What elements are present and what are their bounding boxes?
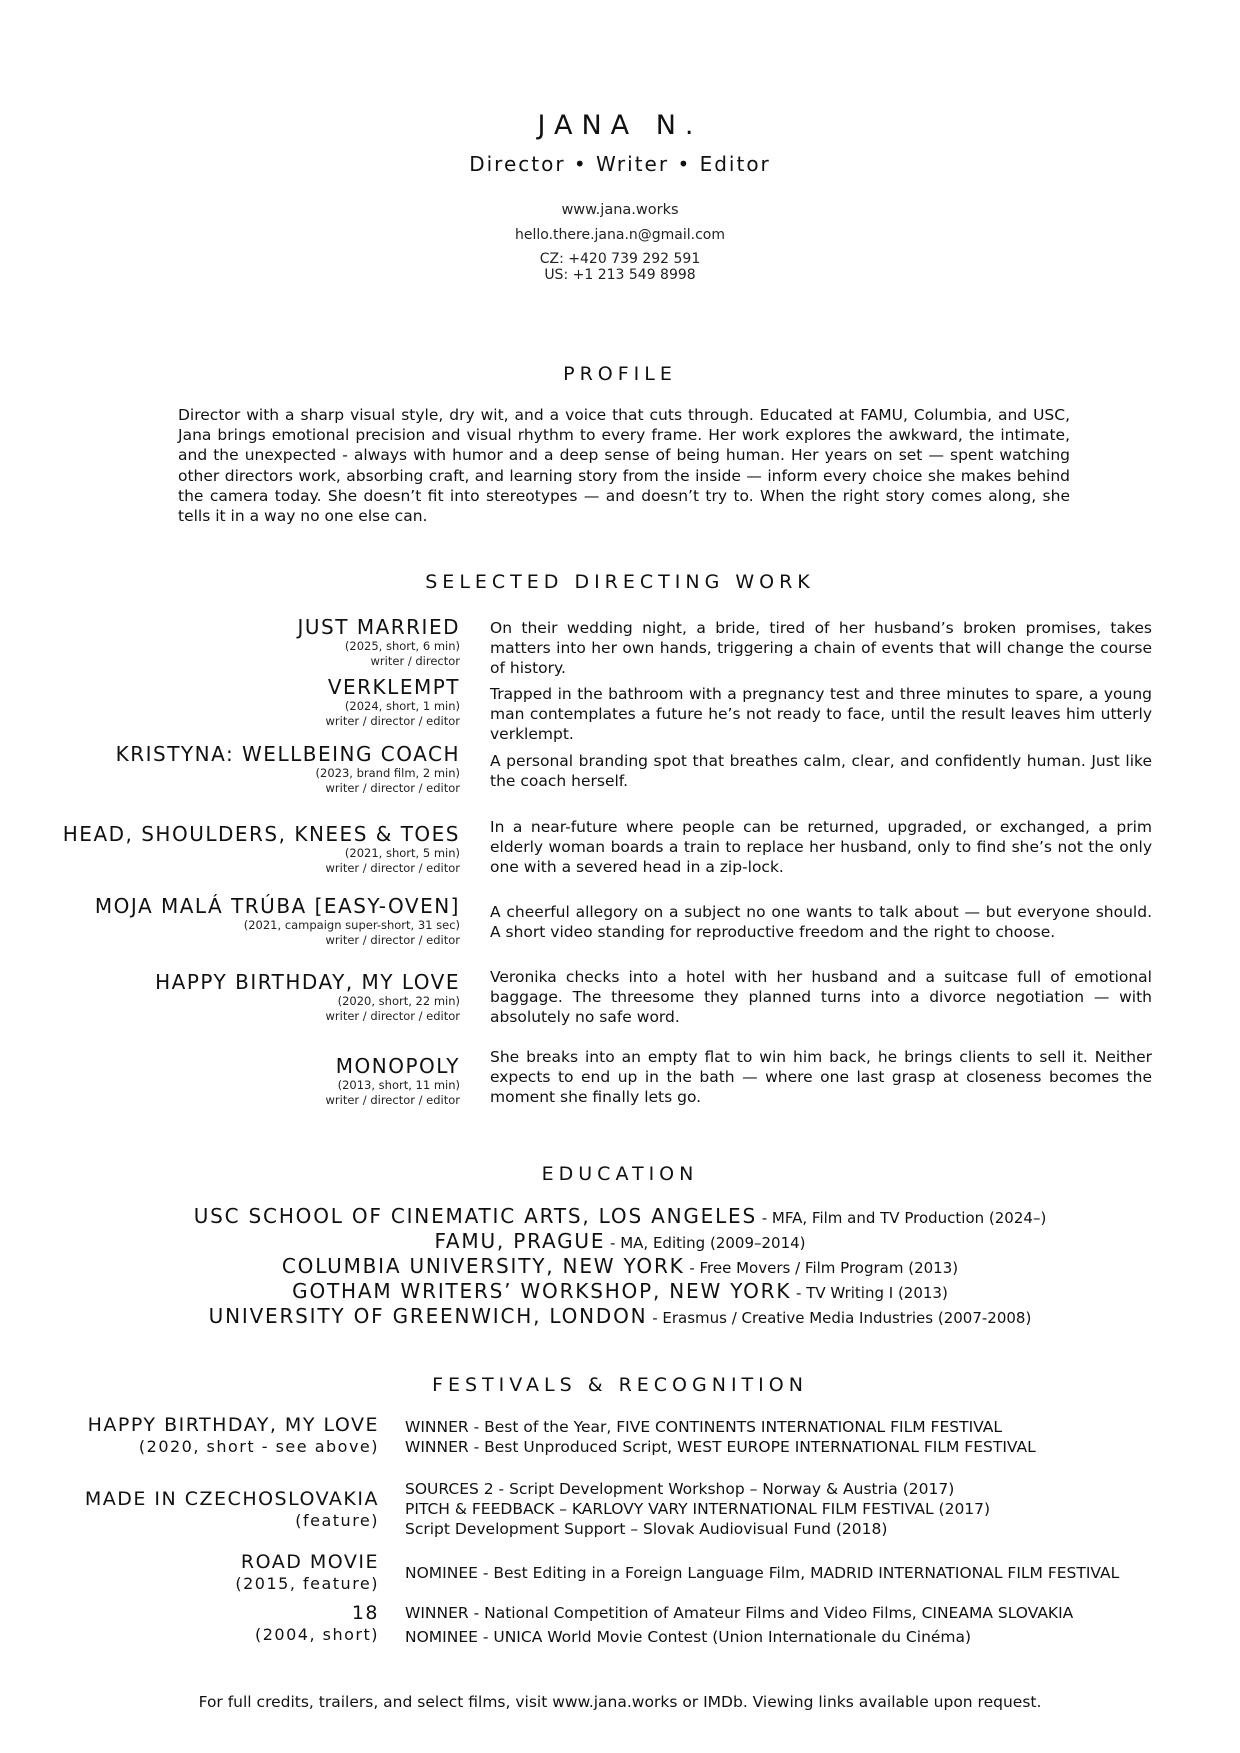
phone-cz: CZ: +420 739 292 591	[539, 251, 701, 267]
work-description: Veronika checks into a hotel with her husband and a suitcase full of emotional baggage. The threesome they planned turns into a divorce negotiation — with absolutely no safe word.	[490, 968, 1152, 1026]
work-meta: (2020, short, 22 min)	[337, 994, 460, 1008]
phone-us: US: +1 213 549 8998	[544, 267, 696, 283]
work-description: On their wedding night, a bride, tired of her husband’s broken promises, takes matters into her own hands, triggering a chain of events that will change the course of history.	[490, 619, 1152, 677]
roles-subtitle: Director • Writer • Editor	[469, 152, 771, 176]
school-name: FAMU, PRAGUE	[434, 1229, 606, 1253]
work-description: Trapped in the bathroom with a pregnancy test and three minutes to spare, a young man contemplates a future he’s not ready to face, until the result leaves him utterly verklempt.	[490, 685, 1152, 743]
website-link[interactable]: www.jana.works	[561, 202, 679, 218]
work-meta: (2021, campaign super-short, 31 sec)	[243, 918, 460, 932]
award-line: NOMINEE - UNICA World Movie Contest (Union Internationale du Cinéma)	[405, 1628, 972, 1646]
award-line: WINNER - National Competition of Amateur Films and Video Films, CINEAMA SLOVAKIA	[405, 1604, 1074, 1622]
degree-detail: - Erasmus / Creative Media Industries (2007-2008)	[647, 1309, 1032, 1327]
award-line: WINNER - Best of the Year, FIVE CONTINENTS INTERNATIONAL FILM FESTIVAL	[405, 1418, 1002, 1436]
work-title: HEAD, SHOULDERS, KNEES & TOES	[62, 822, 460, 846]
work-roles: writer / director	[370, 654, 460, 668]
degree-detail: - Free Movers / Film Program (2013)	[684, 1259, 959, 1277]
work-meta: (2024, short, 1 min)	[344, 699, 460, 713]
festival-film-sub: (2004, short)	[255, 1625, 379, 1644]
work-title: KRISTYNA: WELLBEING COACH	[115, 742, 460, 766]
work-meta: (2023, brand film, 2 min)	[315, 766, 460, 780]
festival-film-title: MADE IN CZECHOSLOVAKIA	[84, 1488, 379, 1510]
work-meta: (2013, short, 11 min)	[337, 1078, 460, 1092]
profile-text: Director with a sharp visual style, dry wit, and a voice that cuts through. Educated at FAMU, Columbia, and USC, Jana brings emotional precision and visual rhythm to every frame. Her work explores the awkward, the intimate, and the unexpected - always with humor and a deep sense of being human. Her years on set — spent watching other directors work, absorbing craft, and learning story from the inside — inform every choice she makes behind the camera today. She doesn’t fit into stereotypes — and doesn’t try to. When the right story comes along, she tells it in a way no one else can.	[178, 406, 1070, 526]
education-heading: EDUCATION	[541, 1163, 699, 1185]
festival-film-title: ROAD MOVIE	[240, 1551, 379, 1573]
directing-heading: SELECTED DIRECTING WORK	[425, 571, 815, 593]
award-line: SOURCES 2 - Script Development Workshop – Norway & Austria (2017)	[405, 1480, 955, 1498]
work-roles: writer / director / editor	[325, 933, 460, 947]
festival-film-sub: (2020, short - see above)	[138, 1437, 379, 1456]
work-meta: (2025, short, 6 min)	[344, 639, 460, 653]
work-title: MONOPOLY	[335, 1054, 460, 1078]
festival-film-title: 18	[351, 1602, 379, 1624]
email-link[interactable]: hello.there.jana.n@gmail.com	[515, 227, 725, 243]
festival-film-sub: (2015, feature)	[235, 1574, 379, 1593]
school-name: GOTHAM WRITERS’ WORKSHOP, NEW YORK	[292, 1279, 792, 1303]
profile-heading: PROFILE	[563, 363, 677, 385]
degree-detail: - MA, Editing (2009–2014)	[605, 1234, 806, 1252]
festivals-heading: FESTIVALS & RECOGNITION	[432, 1374, 808, 1396]
work-description: A personal branding spot that breathes calm, clear, and confidently human. Just like the coach herself.	[490, 752, 1152, 790]
work-title: VERKLEMPT	[327, 675, 460, 699]
work-description: A cheerful allegory on a subject no one wants to talk about — but everyone should. A short video standing for reproductive freedom and the right to choose.	[490, 903, 1152, 941]
work-meta: (2021, short, 5 min)	[344, 846, 460, 860]
award-line: WINNER - Best Unproduced Script, WEST EUROPE INTERNATIONAL FILM FESTIVAL	[405, 1438, 1036, 1456]
award-line: NOMINEE - Best Editing in a Foreign Language Film, MADRID INTERNATIONAL FILM FESTIVAL	[405, 1564, 1120, 1582]
work-title: JUST MARRIED	[297, 615, 460, 639]
festival-film-title: HAPPY BIRTHDAY, MY LOVE	[87, 1414, 379, 1436]
school-name: USC SCHOOL OF CINEMATIC ARTS, LOS ANGELES	[193, 1204, 757, 1228]
work-roles: writer / director / editor	[325, 714, 460, 728]
education-item	[0, 1204, 1240, 1228]
school-name: COLUMBIA UNIVERSITY, NEW YORK	[281, 1254, 685, 1278]
work-roles: writer / director / editor	[325, 781, 460, 795]
award-line: PITCH & FEEDBACK – KARLOVY VARY INTERNATIONAL FILM FESTIVAL (2017)	[405, 1500, 991, 1518]
education-item	[0, 1229, 1240, 1253]
degree-detail: - MFA, Film and TV Production (2024–)	[756, 1209, 1047, 1227]
education-item	[0, 1304, 1240, 1328]
work-roles: writer / director / editor	[325, 1009, 460, 1023]
work-description: In a near-future where people can be returned, upgraded, or exchanged, a prim elderly woman boards a train to replace her husband, only to find she’s not the only one with a severed head in a zip-lock.	[490, 818, 1152, 876]
degree-detail: - TV Writing I (2013)	[791, 1284, 948, 1302]
award-line: Script Development Support – Slovak Audiovisual Fund (2018)	[405, 1520, 888, 1538]
festival-film-sub: (feature)	[295, 1511, 379, 1530]
page-title: JANA N.	[537, 110, 703, 141]
school-name: UNIVERSITY OF GREENWICH, LONDON	[208, 1304, 648, 1328]
footer-note: For full credits, trailers, and select films, visit www.jana.works or IMDb. Viewing links available upon request.	[198, 1693, 1042, 1711]
work-title: MOJA MALÁ TRÚBA [EASY-OVEN]	[94, 894, 460, 918]
education-item	[0, 1279, 1240, 1303]
education-item	[0, 1254, 1240, 1278]
work-title: HAPPY BIRTHDAY, MY LOVE	[155, 970, 460, 994]
work-roles: writer / director / editor	[325, 861, 460, 875]
work-description: She breaks into an empty flat to win him back, he brings clients to sell it. Neither expects to end up in the bath — where one last grasp at closeness becomes the moment she finally lets go.	[490, 1048, 1152, 1106]
work-roles: writer / director / editor	[325, 1093, 460, 1107]
